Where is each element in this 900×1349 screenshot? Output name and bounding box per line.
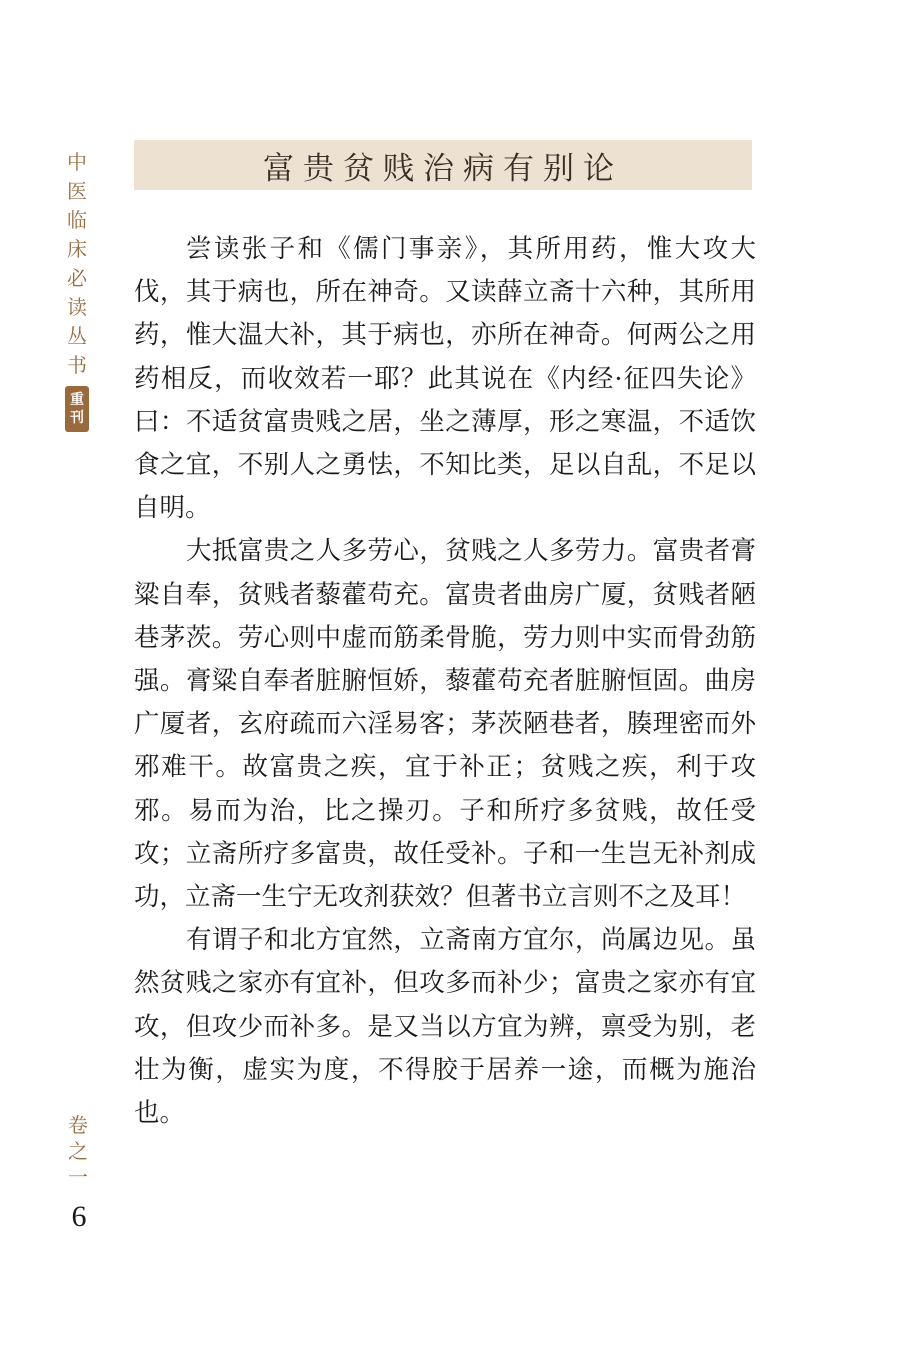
volume-label-vertical — [64, 1112, 92, 1190]
series-char: 丛 — [67, 324, 87, 348]
series-char: 临 — [67, 208, 87, 232]
seal-char: 重 — [70, 392, 84, 408]
volume-char: 卷 — [68, 1113, 88, 1137]
series-char: 必 — [67, 266, 87, 290]
page-number: 6 — [71, 1200, 87, 1233]
paragraph: 尝读张子和《儒门事亲》，其所用药，惟大攻大伐，其于病也，所在神奇。又读薛立斋十六种，其所用药，惟大温大补，其于病也，亦所在神奇。何两公之用药相反，而收效若一耶？此其说在《内经·征四失论》曰：不适贫富贵贱之居，坐之薄厚，形之寒温，不适饮食之宜，不别人之勇怯，不知比类，足以自乱，不足以自明。 — [134, 234, 756, 524]
series-char: 读 — [67, 295, 87, 319]
series-char: 医 — [67, 179, 87, 203]
series-name-vertical — [62, 148, 92, 432]
paragraph: 大抵富贵之人多劳心，贫贱之人多劳力。富贵者膏粱自奉，贫贱者藜藿苟充。富贵者曲房广厦，贫贱者陋巷茅茨。劳心则中虚而筋柔骨脆，劳力则中实而骨劲筋强。膏粱自奉者脏腑恒娇，藜藿苟充者脏腑恒固。曲房广厦者，玄府疏而六淫易客；茅茨陋巷者，腠理密而外邪难干。故富贵之疾，宜于补正；贫贱之疾，利于攻邪。易而为治，比之操刃。子和所疗多贫贱，故任受攻；立斋所疗多富贵，故任受补。子和一生岂无补剂成功，立斋一生宁无攻剂获效？但著书立言则不之及耳！ — [134, 536, 756, 913]
volume-char: 之 — [68, 1139, 88, 1163]
series-char: 中 — [67, 150, 87, 174]
paragraph: 有谓子和北方宜然，立斋南方宜尔，尚属边见。虽然贫贱之家亦有宜补，但攻多而补少；富贵之家亦有宜攻，但攻少而补多。是又当以方宜为辨，禀受为别，老壮为衡，虚实为度，不得胶于居养一途，而概为施治也。 — [134, 925, 756, 1129]
reprint-seal — [65, 386, 89, 432]
chapter-title: 富贵贫贱治病有别论 — [263, 150, 623, 187]
volume-char: 一 — [68, 1165, 88, 1189]
body-text — [134, 228, 756, 1135]
series-char: 书 — [67, 353, 87, 377]
series-char: 床 — [67, 237, 87, 261]
seal-char: 刊 — [70, 410, 84, 426]
chapter-title-banner — [134, 140, 752, 190]
